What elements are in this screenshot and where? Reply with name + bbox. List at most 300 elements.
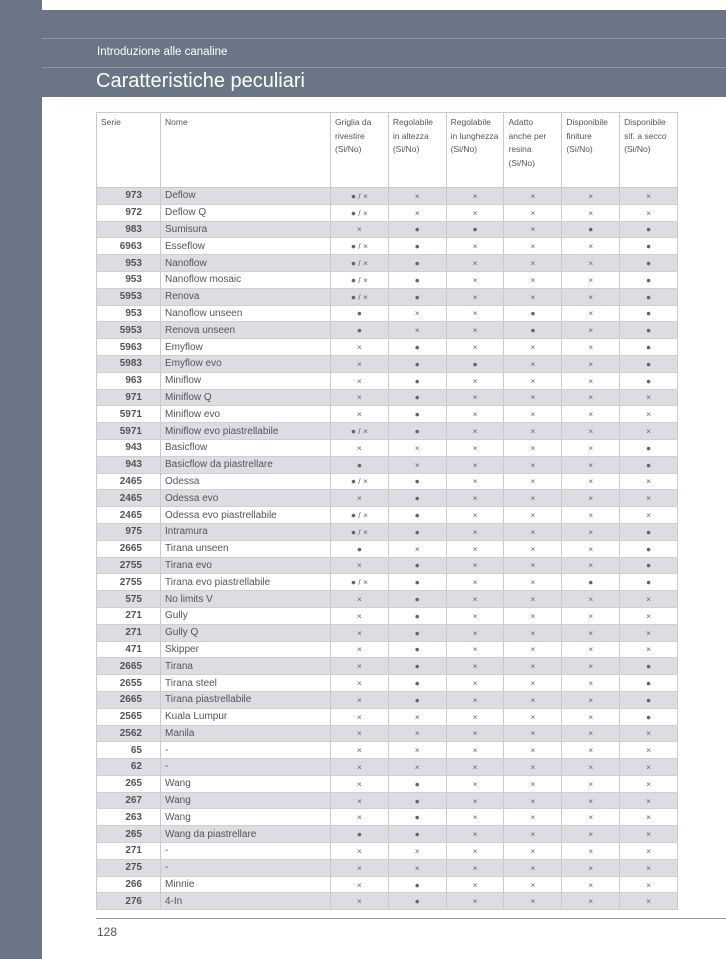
feature-cell: ● (446, 221, 504, 238)
table-row (97, 742, 678, 759)
feature-cell: × (504, 859, 562, 876)
feature-cell: × (331, 859, 389, 876)
feature-cell: ● / × (331, 507, 389, 524)
feature-cell: × (562, 456, 620, 473)
feature-cell: × (504, 775, 562, 792)
feature-cell: ● (562, 221, 620, 238)
feature-cell: × (620, 204, 678, 221)
feature-cell: × (446, 826, 504, 843)
table-row (97, 322, 678, 339)
feature-cell: × (562, 893, 620, 910)
feature-cell: ● (388, 557, 446, 574)
feature-cell: ● (388, 238, 446, 255)
feature-cell: ● (620, 540, 678, 557)
feature-cell: × (562, 305, 620, 322)
feature-cell: × (446, 691, 504, 708)
feature-cell: × (446, 322, 504, 339)
serie-cell: 2665 (97, 658, 161, 675)
feature-cell: × (504, 675, 562, 692)
feature-cell: × (620, 624, 678, 641)
header-divider (42, 38, 726, 39)
table-row (97, 372, 678, 389)
feature-cell: × (446, 238, 504, 255)
feature-cell: × (331, 641, 389, 658)
serie-cell: 471 (97, 641, 161, 658)
feature-cell: × (388, 759, 446, 776)
feature-cell: ● (620, 339, 678, 356)
nome-cell: Deflow Q (161, 204, 331, 221)
serie-cell: 5963 (97, 339, 161, 356)
feature-cell: ● (620, 658, 678, 675)
table-row (97, 439, 678, 456)
feature-cell: ● (388, 826, 446, 843)
feature-cell: × (504, 372, 562, 389)
nome-cell: Esseflow (161, 238, 331, 255)
feature-cell: × (562, 641, 620, 658)
column-header: Disponibile sif. a secco (Si/No) (620, 113, 678, 188)
feature-cell: × (331, 406, 389, 423)
feature-cell: ● (388, 221, 446, 238)
table-row (97, 876, 678, 893)
feature-cell: × (562, 507, 620, 524)
feature-cell: × (562, 255, 620, 272)
nome-cell: Tirana evo (161, 557, 331, 574)
feature-cell: × (562, 423, 620, 440)
nome-cell: Emyflow evo (161, 355, 331, 372)
feature-cell: × (388, 742, 446, 759)
table-row (97, 624, 678, 641)
table-row (97, 691, 678, 708)
feature-cell: × (446, 843, 504, 860)
feature-cell: × (504, 423, 562, 440)
nome-cell: Intramura (161, 523, 331, 540)
serie-cell: 266 (97, 876, 161, 893)
serie-cell: 943 (97, 439, 161, 456)
table-row (97, 607, 678, 624)
feature-cell: × (504, 876, 562, 893)
table-row (97, 288, 678, 305)
serie-cell: 971 (97, 389, 161, 406)
feature-cell: × (446, 204, 504, 221)
feature-cell: × (446, 305, 504, 322)
serie-cell: 6963 (97, 238, 161, 255)
table-row (97, 473, 678, 490)
feature-cell: × (562, 624, 620, 641)
feature-cell: × (620, 843, 678, 860)
table-row (97, 557, 678, 574)
feature-cell: × (504, 591, 562, 608)
serie-cell: 2565 (97, 708, 161, 725)
nome-cell: Deflow (161, 188, 331, 205)
feature-cell: ● / × (331, 473, 389, 490)
serie-cell: 5983 (97, 355, 161, 372)
serie-cell: 5971 (97, 423, 161, 440)
feature-cell: ● (331, 456, 389, 473)
serie-cell: 62 (97, 759, 161, 776)
feature-cell: × (620, 507, 678, 524)
feature-cell: × (446, 523, 504, 540)
feature-cell: ● (388, 355, 446, 372)
nome-cell: Renova unseen (161, 322, 331, 339)
feature-cell: ● (388, 423, 446, 440)
feature-cell: ● (388, 523, 446, 540)
feature-cell: × (562, 708, 620, 725)
feature-cell: × (562, 859, 620, 876)
feature-cell: ● (620, 574, 678, 591)
feature-cell: × (562, 288, 620, 305)
feature-cell: × (620, 759, 678, 776)
table-row (97, 305, 678, 322)
feature-cell: × (388, 708, 446, 725)
feature-cell: × (504, 843, 562, 860)
feature-cell: × (388, 204, 446, 221)
feature-cell: ● (388, 775, 446, 792)
feature-cell: × (446, 255, 504, 272)
feature-cell: × (504, 792, 562, 809)
feature-cell: ● (388, 809, 446, 826)
feature-cell: × (504, 490, 562, 507)
feature-cell: × (504, 557, 562, 574)
feature-cell: × (562, 339, 620, 356)
table-row (97, 238, 678, 255)
feature-cell: × (620, 641, 678, 658)
feature-cell: ● (331, 540, 389, 557)
feature-cell: × (331, 691, 389, 708)
feature-cell: × (331, 557, 389, 574)
table-row (97, 792, 678, 809)
feature-cell: × (504, 540, 562, 557)
feature-cell: × (504, 473, 562, 490)
serie-cell: 973 (97, 188, 161, 205)
footer-divider (96, 918, 726, 919)
feature-cell: × (562, 355, 620, 372)
feature-cell: ● (388, 574, 446, 591)
column-header: Disponibile finiture (Si/No) (562, 113, 620, 188)
nome-cell: Nanoflow unseen (161, 305, 331, 322)
feature-cell: ● (620, 439, 678, 456)
feature-cell: × (620, 775, 678, 792)
feature-cell: × (331, 591, 389, 608)
feature-cell: × (504, 708, 562, 725)
feature-cell: × (446, 759, 504, 776)
nome-cell: Nanoflow (161, 255, 331, 272)
nome-cell: Tirana evo piastrellabile (161, 574, 331, 591)
nome-cell: Sumisura (161, 221, 331, 238)
nome-cell: Renova (161, 288, 331, 305)
column-header: Regolabile in lunghezza (Si/No) (446, 113, 504, 188)
feature-cell: ● (388, 490, 446, 507)
feature-cell: ● (388, 607, 446, 624)
feature-cell: ● (388, 406, 446, 423)
nome-cell: Odessa evo (161, 490, 331, 507)
nome-cell: Basicflow (161, 439, 331, 456)
side-strip (0, 0, 42, 959)
feature-cell: ● / × (331, 271, 389, 288)
feature-cell: × (620, 490, 678, 507)
feature-cell: ● (388, 372, 446, 389)
column-header: Adatto anche per resina (Si/No) (504, 113, 562, 188)
feature-cell: × (331, 339, 389, 356)
feature-cell: × (504, 188, 562, 205)
nome-cell: Tirana (161, 658, 331, 675)
feature-cell: × (388, 859, 446, 876)
feature-cell: ● (620, 372, 678, 389)
feature-cell: × (504, 288, 562, 305)
feature-cell: × (562, 238, 620, 255)
feature-cell: ● (331, 322, 389, 339)
feature-cell: × (562, 389, 620, 406)
nome-cell: - (161, 759, 331, 776)
feature-cell: ● (504, 305, 562, 322)
nome-cell: Manila (161, 725, 331, 742)
serie-cell: 575 (97, 591, 161, 608)
table-row (97, 204, 678, 221)
feature-cell: × (446, 188, 504, 205)
feature-cell: × (331, 792, 389, 809)
feature-cell: × (331, 893, 389, 910)
feature-cell: × (331, 607, 389, 624)
feature-cell: × (331, 439, 389, 456)
feature-cell: × (620, 742, 678, 759)
table-row (97, 675, 678, 692)
feature-cell: × (562, 826, 620, 843)
feature-cell: × (504, 809, 562, 826)
nome-cell: Wang (161, 775, 331, 792)
feature-cell: × (446, 809, 504, 826)
feature-cell: × (504, 339, 562, 356)
feature-cell: × (562, 792, 620, 809)
feature-cell: ● (620, 305, 678, 322)
feature-cell: × (562, 725, 620, 742)
feature-cell: ● / × (331, 204, 389, 221)
feature-cell: × (504, 893, 562, 910)
feature-cell: × (331, 372, 389, 389)
feature-cell: × (504, 759, 562, 776)
feature-cell: × (446, 339, 504, 356)
feature-cell: × (620, 423, 678, 440)
feature-cell: ● (388, 507, 446, 524)
feature-cell: ● (388, 591, 446, 608)
feature-cell: ● / × (331, 255, 389, 272)
nome-cell: Tirana unseen (161, 540, 331, 557)
feature-cell: × (504, 255, 562, 272)
nome-cell: Tirana steel (161, 675, 331, 692)
feature-cell: × (620, 607, 678, 624)
feature-cell: × (620, 473, 678, 490)
feature-cell: × (562, 658, 620, 675)
serie-cell: 943 (97, 456, 161, 473)
feature-cell: ● (388, 339, 446, 356)
feature-cell: × (331, 742, 389, 759)
feature-cell: ● (388, 876, 446, 893)
feature-cell: ● (388, 255, 446, 272)
column-header: Regolabile in altezza (Si/No) (388, 113, 446, 188)
feature-cell: × (620, 725, 678, 742)
feature-cell: × (562, 188, 620, 205)
feature-cell: × (562, 591, 620, 608)
feature-cell: ● (620, 708, 678, 725)
page-title: Caratteristiche peculiari (96, 70, 305, 92)
column-header: Griglia da rivestire (Si/No) (331, 113, 389, 188)
feature-cell: × (620, 893, 678, 910)
feature-cell: ● (620, 271, 678, 288)
serie-cell: 975 (97, 523, 161, 540)
serie-cell: 972 (97, 204, 161, 221)
feature-cell: × (446, 574, 504, 591)
feature-cell: ● (504, 322, 562, 339)
serie-cell: 2465 (97, 490, 161, 507)
feature-cell: × (388, 188, 446, 205)
feature-cell: × (504, 204, 562, 221)
serie-cell: 5953 (97, 322, 161, 339)
table-row (97, 523, 678, 540)
feature-cell: ● (388, 271, 446, 288)
feature-cell: × (446, 607, 504, 624)
nome-cell: Emyflow (161, 339, 331, 356)
feature-cell: ● (620, 557, 678, 574)
feature-cell: × (562, 540, 620, 557)
serie-cell: 983 (97, 221, 161, 238)
feature-cell: ● (620, 355, 678, 372)
feature-cell: × (446, 456, 504, 473)
feature-cell: × (504, 271, 562, 288)
feature-cell: × (446, 876, 504, 893)
table-row (97, 574, 678, 591)
nome-cell: Wang (161, 792, 331, 809)
serie-cell: 275 (97, 859, 161, 876)
serie-cell: 5971 (97, 406, 161, 423)
serie-cell: 263 (97, 809, 161, 826)
table-row (97, 389, 678, 406)
feature-cell: × (446, 372, 504, 389)
feature-cell: ● / × (331, 238, 389, 255)
page-number: 128 (97, 925, 118, 939)
table-row (97, 406, 678, 423)
nome-cell: Tirana piastrellabile (161, 691, 331, 708)
feature-cell: × (504, 607, 562, 624)
feature-cell: × (446, 624, 504, 641)
feature-cell: × (504, 725, 562, 742)
table-row (97, 255, 678, 272)
feature-cell: × (331, 658, 389, 675)
feature-cell: × (562, 691, 620, 708)
table-row (97, 775, 678, 792)
feature-cell: ● (331, 305, 389, 322)
serie-cell: 953 (97, 255, 161, 272)
feature-cell: × (446, 708, 504, 725)
table-row (97, 490, 678, 507)
feature-cell: × (446, 775, 504, 792)
feature-cell: × (446, 641, 504, 658)
feature-cell: × (446, 792, 504, 809)
table-row (97, 540, 678, 557)
feature-cell: × (562, 439, 620, 456)
serie-cell: 963 (97, 372, 161, 389)
feature-cell: ● (446, 355, 504, 372)
feature-cell: ● (388, 389, 446, 406)
feature-cell: × (620, 792, 678, 809)
feature-cell: ● (388, 641, 446, 658)
nome-cell: Wang da piastrellare (161, 826, 331, 843)
table-row (97, 456, 678, 473)
table-row (97, 507, 678, 524)
feature-cell: × (446, 423, 504, 440)
nome-cell: Kuala Lumpur (161, 708, 331, 725)
feature-cell: × (446, 675, 504, 692)
feature-cell: × (562, 876, 620, 893)
feature-cell: ● (562, 574, 620, 591)
feature-cell: × (504, 624, 562, 641)
feature-cell: × (388, 843, 446, 860)
serie-cell: 265 (97, 775, 161, 792)
nome-cell: Wang (161, 809, 331, 826)
table-row (97, 826, 678, 843)
feature-cell: × (446, 406, 504, 423)
feature-cell: × (331, 675, 389, 692)
feature-cell: × (620, 389, 678, 406)
table-row (97, 708, 678, 725)
nome-cell: Odessa (161, 473, 331, 490)
feature-cell: × (620, 826, 678, 843)
feature-cell: ● / × (331, 423, 389, 440)
table-row (97, 271, 678, 288)
feature-cell: × (504, 742, 562, 759)
serie-cell: 2465 (97, 473, 161, 490)
feature-cell: × (504, 406, 562, 423)
features-table (96, 112, 678, 910)
feature-cell: × (562, 742, 620, 759)
feature-cell: × (446, 507, 504, 524)
feature-cell: ● (620, 255, 678, 272)
nome-cell: Miniflow Q (161, 389, 331, 406)
feature-cell: × (504, 355, 562, 372)
feature-cell: × (446, 288, 504, 305)
feature-cell: × (446, 473, 504, 490)
serie-cell: 271 (97, 624, 161, 641)
feature-cell: ● (388, 288, 446, 305)
serie-cell: 271 (97, 607, 161, 624)
feature-cell: × (504, 523, 562, 540)
feature-cell: × (446, 658, 504, 675)
feature-cell: × (620, 188, 678, 205)
feature-cell: × (446, 490, 504, 507)
serie-cell: 2755 (97, 574, 161, 591)
table-row (97, 188, 678, 205)
nome-cell: Gully Q (161, 624, 331, 641)
feature-cell: ● / × (331, 288, 389, 305)
nome-cell: - (161, 843, 331, 860)
feature-cell: × (504, 389, 562, 406)
feature-cell: × (504, 439, 562, 456)
feature-cell: × (562, 557, 620, 574)
table-header-row (97, 113, 678, 188)
feature-cell: × (562, 271, 620, 288)
feature-cell: × (562, 204, 620, 221)
feature-cell: × (620, 591, 678, 608)
feature-cell: × (562, 473, 620, 490)
feature-cell: × (446, 540, 504, 557)
feature-cell: ● (620, 322, 678, 339)
feature-cell: × (562, 809, 620, 826)
feature-cell: × (504, 456, 562, 473)
feature-cell: × (388, 322, 446, 339)
serie-cell: 2665 (97, 540, 161, 557)
feature-cell: × (331, 775, 389, 792)
feature-cell: × (446, 591, 504, 608)
nome-cell: 4-In (161, 893, 331, 910)
feature-cell: × (562, 843, 620, 860)
feature-cell: × (446, 859, 504, 876)
